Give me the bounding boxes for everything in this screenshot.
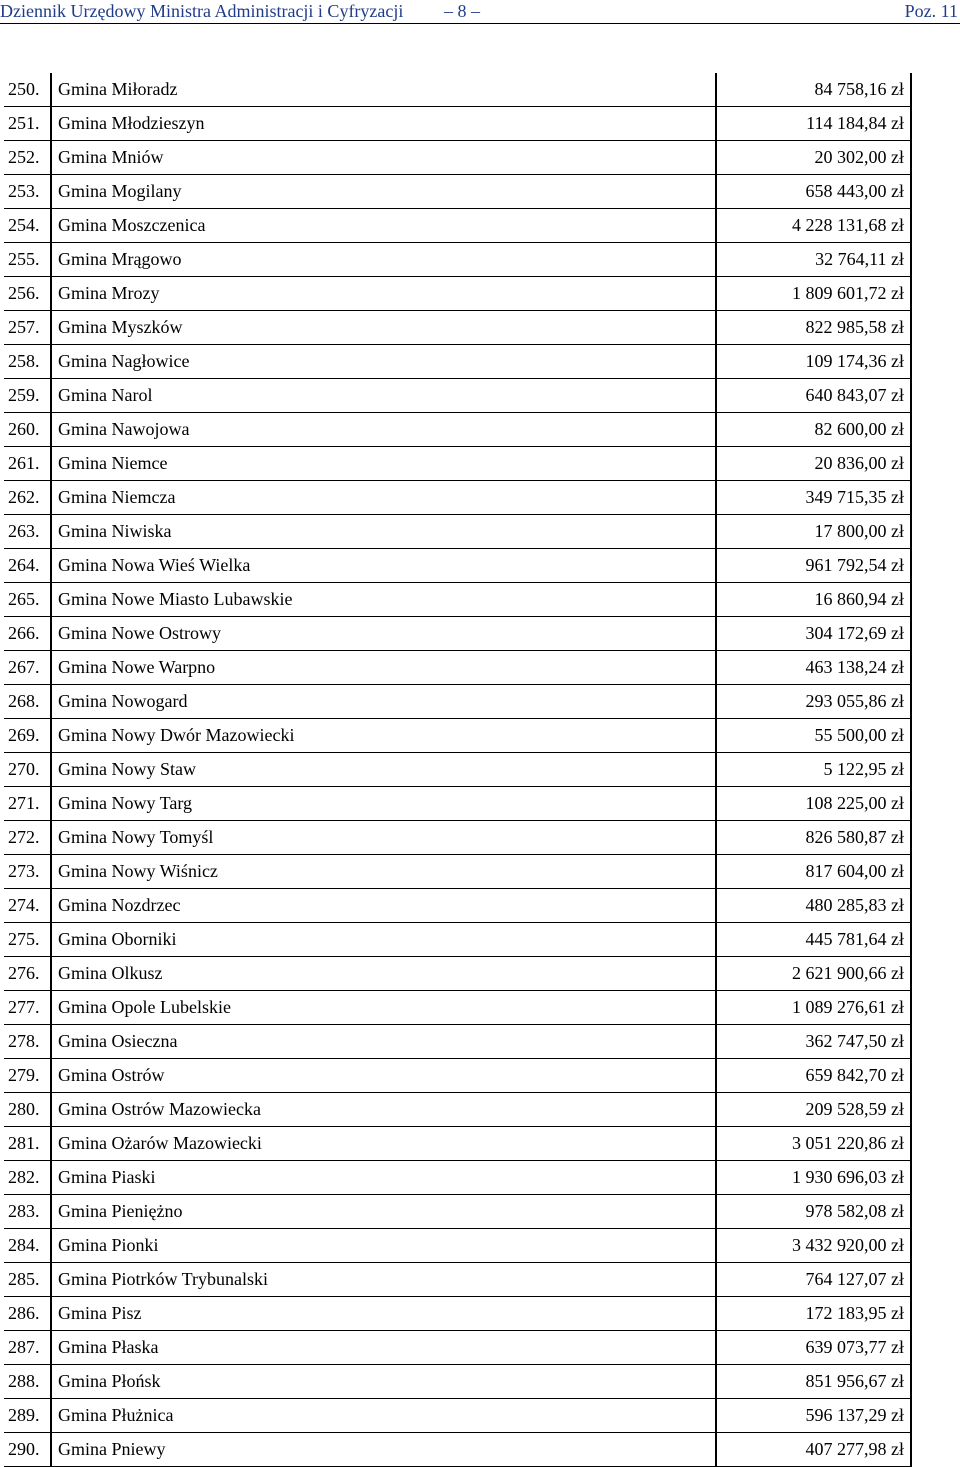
table-row: [4, 719, 911, 753]
municipality-name: Gmina Nowy Targ: [51, 787, 716, 821]
row-number: 278.: [4, 1025, 51, 1059]
municipality-name: Gmina Niemcza: [51, 481, 716, 515]
row-number: 256.: [4, 277, 51, 311]
row-number: 282.: [4, 1161, 51, 1195]
municipality-name: Gmina Niemce: [51, 447, 716, 481]
amount-value: 851 956,67 zł: [716, 1365, 911, 1399]
amount-value: 109 174,36 zł: [716, 345, 911, 379]
municipality-name: Gmina Ostrów Mazowiecka: [51, 1093, 716, 1127]
table-row: [4, 447, 911, 481]
table-row: [4, 1263, 911, 1297]
municipality-name: Gmina Piaski: [51, 1161, 716, 1195]
municipality-name: Gmina Oborniki: [51, 923, 716, 957]
amount-value: 293 055,86 zł: [716, 685, 911, 719]
amount-value: 349 715,35 zł: [716, 481, 911, 515]
municipality-amount-table: [4, 73, 912, 1467]
amount-value: 32 764,11 zł: [716, 243, 911, 277]
municipality-name: Gmina Nowogard: [51, 685, 716, 719]
row-number: 274.: [4, 889, 51, 923]
municipality-name: Gmina Pieniężno: [51, 1195, 716, 1229]
table-row: [4, 1093, 911, 1127]
row-number: 259.: [4, 379, 51, 413]
row-number: 255.: [4, 243, 51, 277]
row-number: 266.: [4, 617, 51, 651]
row-number: 273.: [4, 855, 51, 889]
municipality-name: Gmina Narol: [51, 379, 716, 413]
amount-value: 640 843,07 zł: [716, 379, 911, 413]
municipality-name: Gmina Ożarów Mazowiecki: [51, 1127, 716, 1161]
amount-value: 108 225,00 zł: [716, 787, 911, 821]
amount-value: 16 860,94 zł: [716, 583, 911, 617]
amount-value: 20 302,00 zł: [716, 141, 911, 175]
row-number: 281.: [4, 1127, 51, 1161]
amount-value: 659 842,70 zł: [716, 1059, 911, 1093]
table-row: [4, 413, 911, 447]
table-row: [4, 991, 911, 1025]
municipality-name: Gmina Piotrków Trybunalski: [51, 1263, 716, 1297]
municipality-name: Gmina Nowy Tomyśl: [51, 821, 716, 855]
table-row: [4, 1331, 911, 1365]
amount-value: 4 228 131,68 zł: [716, 209, 911, 243]
amount-value: 55 500,00 zł: [716, 719, 911, 753]
row-number: 261.: [4, 447, 51, 481]
amount-value: 978 582,08 zł: [716, 1195, 911, 1229]
table-row: [4, 617, 911, 651]
table-row: [4, 1365, 911, 1399]
table-row: [4, 1297, 911, 1331]
municipality-name: Gmina Płużnica: [51, 1399, 716, 1433]
amount-value: 463 138,24 zł: [716, 651, 911, 685]
municipality-name: Gmina Opole Lubelskie: [51, 991, 716, 1025]
table-row: [4, 1127, 911, 1161]
municipality-name: Gmina Nowe Warpno: [51, 651, 716, 685]
amount-value: 639 073,77 zł: [716, 1331, 911, 1365]
municipality-name: Gmina Pionki: [51, 1229, 716, 1263]
table-row: [4, 753, 911, 787]
amount-value: 3 051 220,86 zł: [716, 1127, 911, 1161]
amount-value: 596 137,29 zł: [716, 1399, 911, 1433]
municipality-name: Gmina Moszczenica: [51, 209, 716, 243]
table-row: [4, 549, 911, 583]
amount-value: 445 781,64 zł: [716, 923, 911, 957]
page-number: – 8 –: [444, 1, 480, 21]
municipality-name: Gmina Nagłowice: [51, 345, 716, 379]
table-row: [4, 209, 911, 243]
amount-value: 1 809 601,72 zł: [716, 277, 911, 311]
row-number: 258.: [4, 345, 51, 379]
amount-value: 480 285,83 zł: [716, 889, 911, 923]
municipality-name: Gmina Nozdrzec: [51, 889, 716, 923]
municipality-name: Gmina Młodzieszyn: [51, 107, 716, 141]
row-number: 279.: [4, 1059, 51, 1093]
row-number: 251.: [4, 107, 51, 141]
table-row: [4, 277, 911, 311]
table-row: [4, 957, 911, 991]
row-number: 288.: [4, 1365, 51, 1399]
table-row: [4, 821, 911, 855]
amount-value: 362 747,50 zł: [716, 1025, 911, 1059]
table-body: [4, 73, 911, 1467]
row-number: 283.: [4, 1195, 51, 1229]
table-row: [4, 515, 911, 549]
header-divider: [0, 23, 960, 24]
table-row: [4, 243, 911, 277]
row-number: 290.: [4, 1433, 51, 1467]
table-row: [4, 481, 911, 515]
municipality-name: Gmina Mniów: [51, 141, 716, 175]
row-number: 257.: [4, 311, 51, 345]
municipality-name: Gmina Miłoradz: [51, 73, 716, 107]
amount-value: 1 089 276,61 zł: [716, 991, 911, 1025]
municipality-name: Gmina Mrozy: [51, 277, 716, 311]
row-number: 265.: [4, 583, 51, 617]
row-number: 253.: [4, 175, 51, 209]
municipality-name: Gmina Nowe Ostrowy: [51, 617, 716, 651]
row-number: 264.: [4, 549, 51, 583]
amount-value: 817 604,00 zł: [716, 855, 911, 889]
table-row: [4, 1059, 911, 1093]
table-row: [4, 651, 911, 685]
row-number: 275.: [4, 923, 51, 957]
row-number: 271.: [4, 787, 51, 821]
table-row: [4, 1229, 911, 1263]
amount-value: 114 184,84 zł: [716, 107, 911, 141]
amount-value: 3 432 920,00 zł: [716, 1229, 911, 1263]
amount-value: 84 758,16 zł: [716, 73, 911, 107]
amount-value: 172 183,95 zł: [716, 1297, 911, 1331]
row-number: 284.: [4, 1229, 51, 1263]
municipality-name: Gmina Pisz: [51, 1297, 716, 1331]
table-row: [4, 1161, 911, 1195]
row-number: 276.: [4, 957, 51, 991]
table-row: [4, 345, 911, 379]
amount-value: 2 621 900,66 zł: [716, 957, 911, 991]
municipality-name: Gmina Nowa Wieś Wielka: [51, 549, 716, 583]
table-row: [4, 73, 911, 107]
municipality-name: Gmina Niwiska: [51, 515, 716, 549]
amount-value: 658 443,00 zł: [716, 175, 911, 209]
municipality-name: Gmina Olkusz: [51, 957, 716, 991]
amount-value: 209 528,59 zł: [716, 1093, 911, 1127]
row-number: 262.: [4, 481, 51, 515]
municipality-name: Gmina Mogilany: [51, 175, 716, 209]
row-number: 270.: [4, 753, 51, 787]
amount-value: 17 800,00 zł: [716, 515, 911, 549]
row-number: 289.: [4, 1399, 51, 1433]
amount-value: 5 122,95 zł: [716, 753, 911, 787]
row-number: 268.: [4, 685, 51, 719]
amount-value: 1 930 696,03 zł: [716, 1161, 911, 1195]
municipality-name: Gmina Nowy Wiśnicz: [51, 855, 716, 889]
page-header: [0, 0, 960, 22]
municipality-name: Gmina Nowy Dwór Mazowiecki: [51, 719, 716, 753]
amount-value: 304 172,69 zł: [716, 617, 911, 651]
row-number: 250.: [4, 73, 51, 107]
row-number: 280.: [4, 1093, 51, 1127]
amount-value: 20 836,00 zł: [716, 447, 911, 481]
municipality-name: Gmina Nowy Staw: [51, 753, 716, 787]
row-number: 272.: [4, 821, 51, 855]
municipality-name: Gmina Płońsk: [51, 1365, 716, 1399]
table-row: [4, 379, 911, 413]
row-number: 285.: [4, 1263, 51, 1297]
row-number: 286.: [4, 1297, 51, 1331]
position-number: Poz. 11: [904, 1, 958, 21]
table-row: [4, 1025, 911, 1059]
municipality-name: Gmina Nawojowa: [51, 413, 716, 447]
row-number: 254.: [4, 209, 51, 243]
table-row: [4, 583, 911, 617]
table-row: [4, 889, 911, 923]
municipality-name: Gmina Osieczna: [51, 1025, 716, 1059]
municipality-name: Gmina Płaska: [51, 1331, 716, 1365]
table-row: [4, 855, 911, 889]
table-row: [4, 175, 911, 209]
row-number: 277.: [4, 991, 51, 1025]
table-row: [4, 787, 911, 821]
row-number: 267.: [4, 651, 51, 685]
municipality-name: Gmina Myszków: [51, 311, 716, 345]
municipality-name: Gmina Mrągowo: [51, 243, 716, 277]
table-row: [4, 1433, 911, 1467]
table-row: [4, 141, 911, 175]
table-row: [4, 923, 911, 957]
amount-value: 82 600,00 zł: [716, 413, 911, 447]
table-row: [4, 107, 911, 141]
table-row: [4, 685, 911, 719]
row-number: 260.: [4, 413, 51, 447]
row-number: 252.: [4, 141, 51, 175]
amount-value: 764 127,07 zł: [716, 1263, 911, 1297]
table-row: [4, 1399, 911, 1433]
municipality-name: Gmina Ostrów: [51, 1059, 716, 1093]
journal-title: Dziennik Urzędowy Ministra Administracji i Cyfryzacji: [0, 1, 404, 21]
amount-value: 961 792,54 zł: [716, 549, 911, 583]
row-number: 269.: [4, 719, 51, 753]
amount-value: 826 580,87 zł: [716, 821, 911, 855]
amount-value: 822 985,58 zł: [716, 311, 911, 345]
municipality-name: Gmina Pniewy: [51, 1433, 716, 1467]
table-row: [4, 1195, 911, 1229]
row-number: 287.: [4, 1331, 51, 1365]
municipality-name: Gmina Nowe Miasto Lubawskie: [51, 583, 716, 617]
table-row: [4, 311, 911, 345]
amount-value: 407 277,98 zł: [716, 1433, 911, 1467]
row-number: 263.: [4, 515, 51, 549]
